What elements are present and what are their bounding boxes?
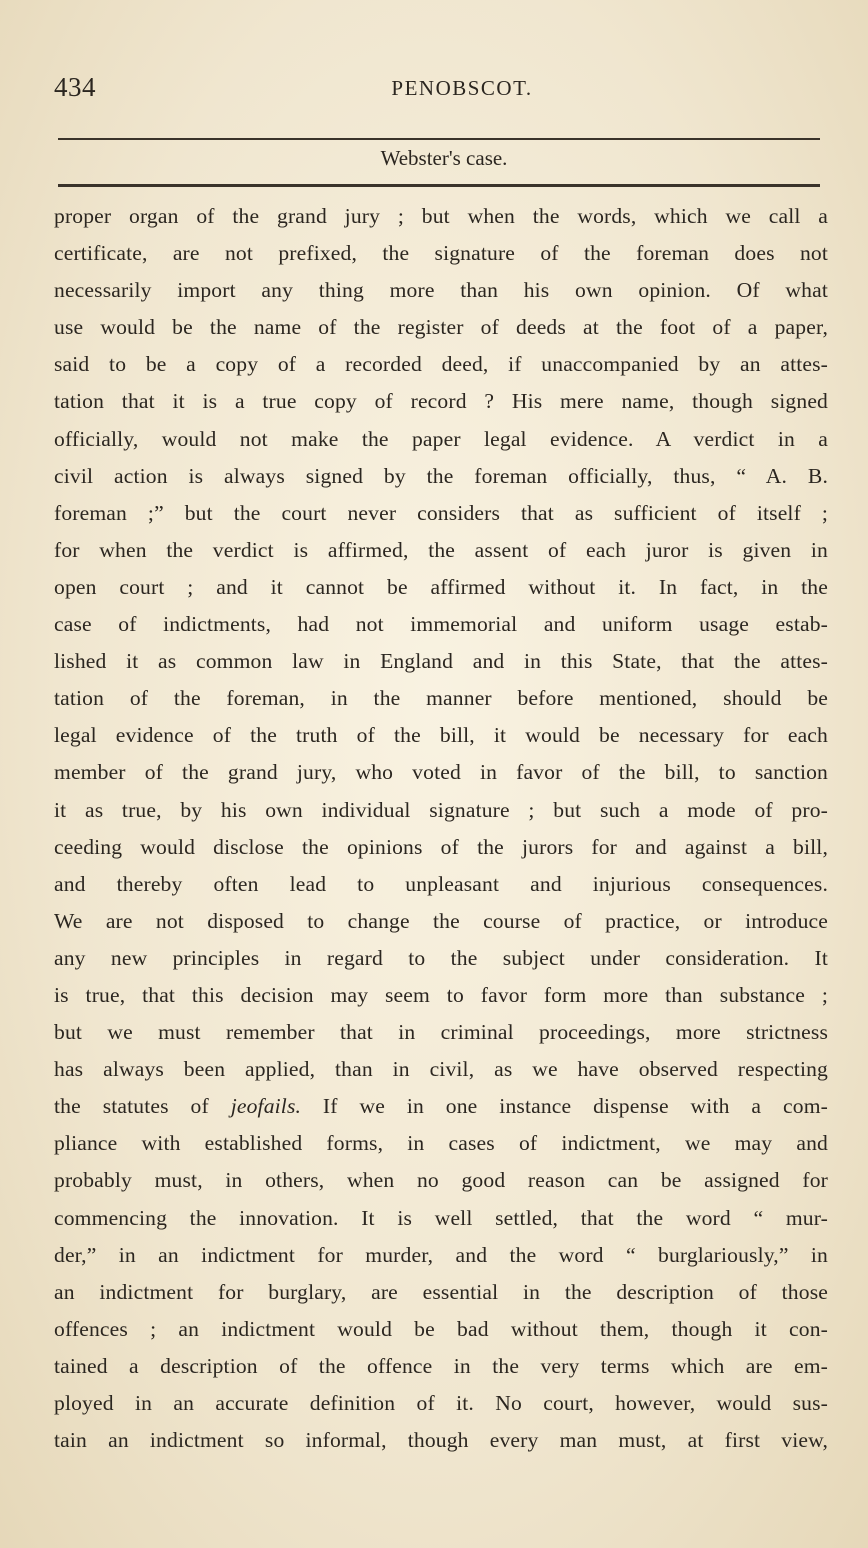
text-line: any new principles in regard to the subject under consideration. It (54, 945, 828, 970)
text-line: lished it as common law in England and in this State, that the attes- (54, 649, 828, 674)
text-line: officially, would not make the paper legal evidence. A verdict in a (54, 426, 828, 451)
text-line: ceeding would disclose the opinions of the jurors for and against a bill, (54, 834, 828, 859)
text-line: has always been applied, than in civil, as we have observed respecting (54, 1057, 828, 1082)
italic-term-jeofails: jeofails. (230, 1094, 302, 1119)
text-line: proper organ of the grand jury ; but when the words, which we call a (54, 204, 828, 228)
text-line: member of the grand jury, who voted in favor of the bill, to sanction (54, 760, 828, 785)
text-line: offences ; an indictment would be bad without them, though it con- (54, 1316, 828, 1341)
header-rule-top (58, 138, 820, 140)
text-line: use would be the name of the register of deeds at the foot of a paper, (54, 315, 828, 340)
text-line: pliance with established forms, in cases of indictment, we may and (54, 1131, 828, 1156)
text-line: certificate, are not prefixed, the signature of the foreman does not (54, 241, 828, 266)
text-line: necessarily import any thing more than his own opinion. Of what (54, 278, 828, 303)
text-line: civil action is always signed by the foreman officially, thus, “ A. B. (54, 463, 828, 488)
header-rule-bottom (58, 184, 820, 187)
text-line: We are not disposed to change the course of practice, or introduce (54, 908, 828, 933)
text-line: an indictment for burglary, are essential in the description of those (54, 1279, 828, 1304)
text-fragment: the statutes of (54, 1094, 209, 1119)
text-line: ployed in an accurate definition of it. No court, however, would sus- (54, 1391, 828, 1415)
text-line: tained a description of the offence in the very terms which are em- (54, 1353, 828, 1378)
text-line: open court ; and it cannot be affirmed without it. In fact, in the (54, 574, 828, 599)
page-number: 434 (54, 72, 96, 102)
text-line-jeofails (54, 1088, 828, 1125)
text-line: tation of the foreman, in the manner before mentioned, should be (54, 686, 828, 711)
text-line: is true, that this decision may seem to favor form more than substance ; (54, 982, 828, 1007)
text-line: said to be a copy of a recorded deed, if unaccompanied by an attes- (54, 352, 828, 377)
text-line: it as true, by his own individual signature ; but such a mode of pro- (54, 797, 828, 822)
case-title: Webster's case. (380, 146, 508, 170)
page-header (54, 72, 822, 112)
text-line: tation that it is a true copy of record ? His mere name, though signed (54, 389, 828, 414)
text-line: der,” in an indictment for murder, and the word “ burglariously,” in (54, 1242, 828, 1267)
text-line: case of indictments, had not immemorial and uniform usage estab- (54, 612, 828, 637)
text-fragment: If we in one instance dispense with a com- (322, 1094, 828, 1119)
body-text (54, 198, 828, 1459)
running-head: PENOBSCOT. (391, 76, 533, 100)
text-line: probably must, in others, when no good reason can be assigned for (54, 1168, 828, 1193)
text-line: legal evidence of the truth of the bill, it would be necessary for each (54, 723, 828, 748)
text-line: for when the verdict is affirmed, the assent of each juror is given in (54, 537, 828, 562)
text-line: and thereby often lead to unpleasant and injurious consequences. (54, 871, 828, 896)
text-line: foreman ;” but the court never considers that as sufficient of itself ; (54, 500, 828, 525)
text-line: commencing the innovation. It is well settled, that the word “ mur- (54, 1205, 828, 1230)
text-line: tain an indictment so informal, though every man must, at first view, (54, 1428, 828, 1453)
text-line: but we must remember that in criminal proceedings, more strictness (54, 1020, 828, 1045)
